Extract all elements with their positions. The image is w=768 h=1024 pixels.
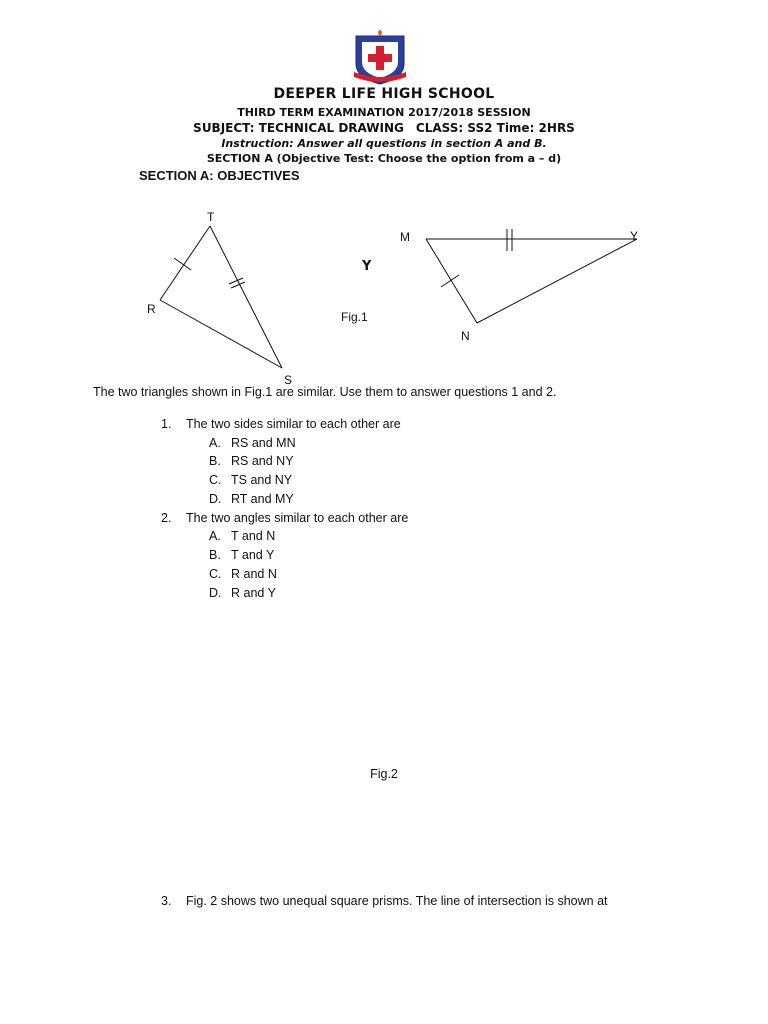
label-y: Y: [630, 229, 639, 243]
option-text: R and N: [231, 567, 277, 581]
label-r: R: [147, 302, 156, 316]
option-label: D.: [209, 492, 222, 506]
side-ts: [210, 226, 282, 368]
tick-ts-2: [231, 282, 245, 288]
section-title: SECTION A: OBJECTIVES: [139, 168, 300, 183]
option-label: C.: [209, 473, 222, 487]
q1-option-b: [209, 454, 294, 468]
question-1: [161, 417, 401, 431]
option-text: RS and NY: [231, 454, 294, 468]
exam-title: THIRD TERM EXAMINATION 2017/2018 SESSION: [237, 106, 531, 119]
question-number: 2.: [161, 511, 172, 525]
option-text: R and Y: [231, 586, 276, 600]
option-text: RT and MY: [231, 492, 294, 506]
subject-line: [0, 121, 768, 135]
side-mn: [426, 239, 477, 323]
q1-option-a: [209, 436, 296, 450]
school-logo: [352, 30, 408, 86]
option-label: D.: [209, 586, 222, 600]
intro-text: The two triangles shown in Fig.1 are similar. Use them to answer questions 1 and 2.: [93, 385, 557, 399]
mid-label-y: Y: [362, 259, 372, 274]
question-3: [161, 894, 608, 908]
school-name: DEEPER LIFE HIGH SCHOOL: [273, 86, 495, 102]
subject: SUBJECT: TECHNICAL DRAWING: [193, 121, 404, 135]
section-a-note: SECTION A (Objective Test: Choose the option from a – d): [206, 152, 562, 165]
question-text: Fig. 2 shows two unequal square prisms. The line of intersection is shown at: [186, 894, 608, 908]
tick-ts-1: [229, 278, 243, 284]
label-n: N: [461, 329, 470, 343]
question-number: 1.: [161, 417, 172, 431]
q2-option-b: [209, 548, 274, 562]
q2-option-d: [209, 586, 276, 600]
option-text: TS and NY: [231, 473, 293, 487]
question-text: The two angles similar to each other are: [186, 511, 409, 525]
figure-1: [0, 200, 768, 390]
q2-option-c: [209, 567, 277, 581]
option-text: T and Y: [231, 548, 275, 562]
option-label: B.: [209, 454, 221, 468]
option-label: A.: [209, 529, 221, 543]
class-time: CLASS: SS2 Time: 2HRS: [415, 121, 575, 135]
option-label: B.: [209, 548, 221, 562]
question-text: The two sides similar to each other are: [186, 417, 401, 431]
label-m: M: [400, 230, 410, 244]
side-rt: [160, 226, 210, 300]
q1-option-d: [209, 492, 294, 506]
fig2-caption: Fig.2: [370, 767, 398, 781]
option-label: C.: [209, 567, 222, 581]
label-t: T: [207, 210, 215, 224]
q1-option-c: [209, 473, 292, 487]
q2-option-a: [209, 529, 275, 543]
question-number: 3.: [161, 894, 172, 908]
tick-rt: [174, 258, 191, 270]
option-text: T and N: [231, 529, 276, 543]
instruction: Instruction: Answer all questions in section A and B.: [221, 137, 547, 150]
label-s: S: [284, 373, 293, 387]
option-label: A.: [209, 436, 221, 450]
question-2: [161, 511, 408, 525]
side-ny: [477, 239, 637, 323]
option-text: RS and MN: [231, 436, 296, 450]
fig1-caption: Fig.1: [341, 310, 368, 324]
tick-mn: [441, 275, 459, 287]
side-rs: [160, 300, 282, 368]
